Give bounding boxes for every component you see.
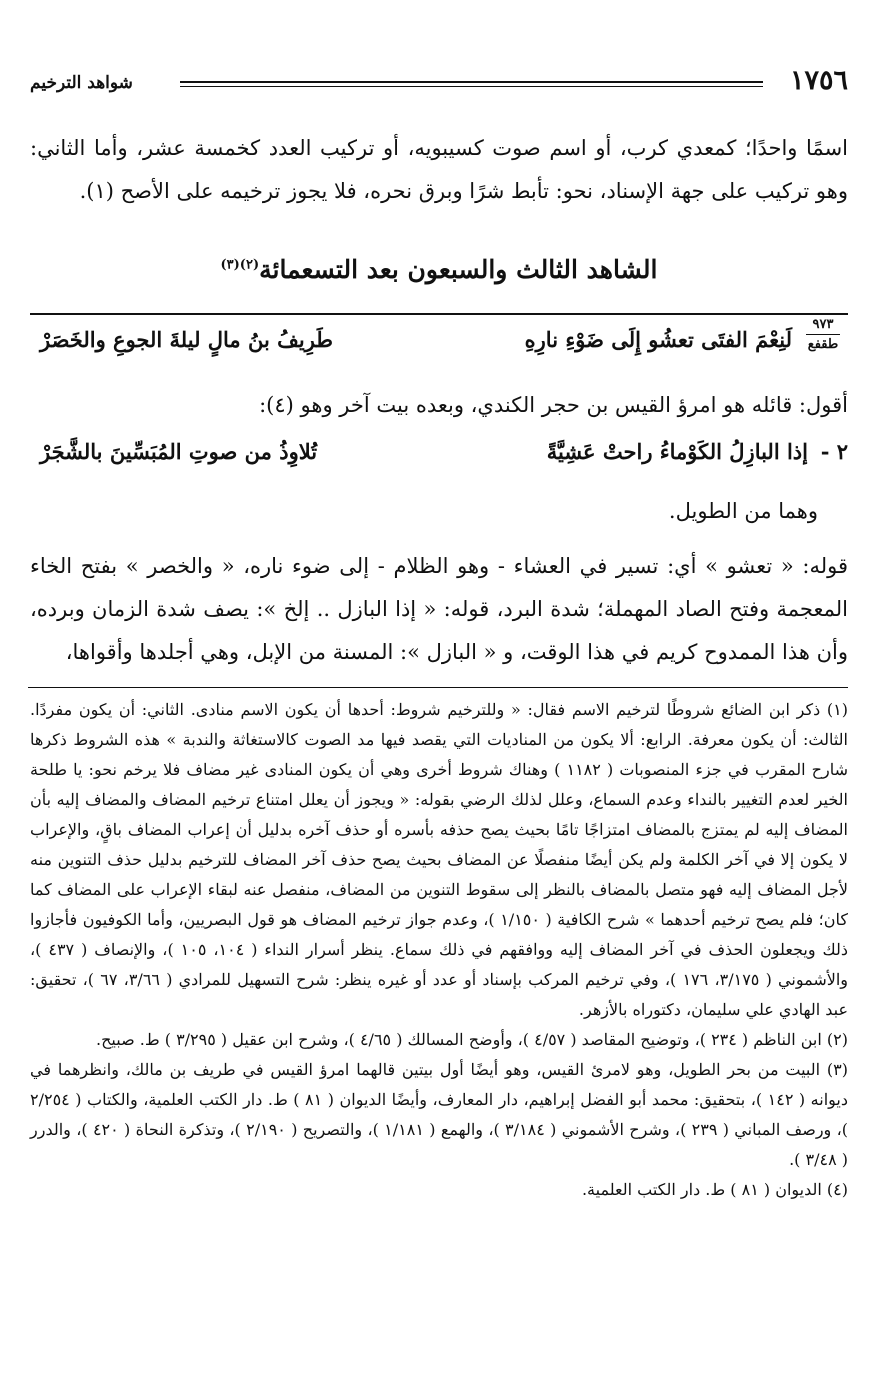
verse-973: [30, 317, 848, 373]
running-title: شواهد الترخيم: [30, 73, 133, 93]
verse-second-hemistich: طَرِيفُ بنُ مالٍ ليلةَ الجوعِ والخَصَرْ: [40, 327, 334, 352]
verse-rule: [30, 313, 848, 315]
footnote-4: (٤) الديوان ( ٨١ ) ط. دار الكتب العلمية.: [581, 1180, 848, 1199]
second-verse-first-hemistich: إذا البازِلُ الكَوْماءُ راحتْ عَشِيَّةً: [546, 439, 808, 464]
footnotes: [30, 695, 848, 1205]
paragraph-intro: اسمًا واحدًا؛ كمعدي كرب، أو اسم صوت كسيبويه، أو تركيب العدد كخمسة عشر، وأما الثاني: وهو تركيب على جهة الإسناد، نحو: تأبط شرًا وبرق نحره، فلا يجوز ترخيمه على الأصح (١).: [30, 136, 848, 203]
book-page: [30, 55, 848, 1355]
second-verse-second-hemistich: تُلاوِذُ من صوتِ المُبَسِّينَ بالشَّجَرْ: [40, 439, 318, 464]
verse-number-divider: [806, 334, 840, 335]
verse-first-hemistich: لَنِعْمَ الفتَى تعشُو إِلَى ضَوْءِ نارِهِ: [524, 327, 792, 352]
heading-text: الشاهد الثالث والسبعون بعد التسعمائة: [259, 255, 658, 284]
meter-note: وهما من الطويل.: [668, 499, 818, 523]
footnote-1: (١) ذكر ابن الضائع شروطًا لترخيم الاسم فقال: « وللترخيم شروط: أحدها أن يكون الاسم منادى. الثاني: أن يكون مفردًا. الثالث: أن يكون معرفة. الرابع: ألا يكون من المناديات التي يقصد فيها مد الصوت كالاستغاثة والندبة » هذه الشروط ذكرها شارح المقرب في جزء المنصوبات ( ١١٨٢ ) وهناك شروط أخرى وهي أن يكون المنادى غير مضاف فلا يرخم نحو: يا طلحة الخير لعدم التغيير بالنداء وعدم السماع، وعلل لذلك الرضي بقوله: « ويجوز أن يعلل امتناع ترخيم المضاف والمضاف إليه بأن المضاف إليه لم يمتزج بالمضاف امتزاجًا تامًا بحيث يصح حذفه بأسره أو حذف آخره بدليل أن إعراب المضاف باقٍ، والإعراب لا يكون إلا في آخر الكلمة ولم يكن أيضًا منفصلًا عن المضاف بحيث يصح حذف آخر المضاف للترخيم بدليل حذف التنوين منه لأجل المضاف إليه فهو متصل بالمضاف بالنظر إلى سقوط التنوين من المضاف، منفصل عنه لبقاء الإعراب على المضاف كما كان؛ فلم يصح ترخيم أحدهما » شرح الكافية ( ١/١٥٠ )، وعدم جواز ترخيم المضاف هو قول البصريين، وأما الكوفيون فأجازوا ذلك ويجعلون الحذف في آخر المضاف إليه ووافقهم في ذلك سماع. ينظر أسرار النداء ( ١٠٤، ١٠٥ )، والإنصاف ( ٤٣٧ )، والأشموني ( ٣/١٧٥، ١٧٦ )، وفي ترخيم المركب بإسناد أو عدد أو غيره ينظر: شرح التسهيل للمرادي ( ٣/٦٦، ٦٧ )، تحقيق: عبد الهادي علي سليمان، دكتوراه بالأزهر.: [30, 700, 849, 1019]
page-number: ١٧٥٦: [789, 65, 848, 96]
section-heading: [30, 255, 848, 284]
footnote-2: (٢) ابن الناظم ( ٢٣٤ )، وتوضيح المقاصد ( ٤/٥٧ )، وأوضح المسالك ( ٤/٦٥ )، وشرح ابن عقيل ( ٣/٢٩٥ ) ط. صبيح.: [96, 1030, 848, 1049]
verse-number-label: طقفع: [807, 337, 839, 352]
paragraph-commentary: قوله: « تعشو » أي: تسير في العشاء - وهو الظلام - إلى ضوء ناره، « والخصر » بفتح الخاء المعجمة وفتح الصاد المهملة؛ شدة البرد، قوله: « إذا البازل .. إلخ »: يصف شدة الزمان وبرده، وأن هذا الممدوح كريم في هذا الوقت، و « البازل »: المسنة من الإبل، وهي أجلدها وأقواها،: [30, 554, 848, 664]
verse-number: ٩٧٣: [812, 317, 834, 332]
page-header: [30, 65, 848, 101]
second-verse-number: ٢ -: [820, 439, 848, 464]
verse-number-box: [798, 317, 848, 352]
header-rule: [180, 81, 763, 87]
footnote-rule: [28, 687, 848, 688]
footnote-3: (٣) البيت من بحر الطويل، وهو لامرئ القيس، وهو أيضًا أول بيتين قالهما امرؤ القيس في طريف بن مالك، وانظرهما في ديوانه ( ١٤٢ )، بتحقيق: محمد أبو الفضل إبراهيم، دار المعارف، وأيضًا الديوان ( ٨١ ) ط. دار الكتب العلمية، والكتاب ( ٢/٢٥٤ )، ورصف المباني ( ٢٣٩ )، وشرح الأشموني ( ٣/١٨٤ )، والهمع ( ١/١٨١ )، والتصريح ( ٢/١٩٠ )، وتذكرة النحاة ( ٤٢٠ )، والدرر ( ٣/٤٨ ).: [30, 1060, 849, 1169]
heading-footnote-ref: (٢)(٣): [220, 257, 260, 273]
second-verse: [30, 435, 848, 479]
attribution-text: أقول: قائله هو امرؤ القيس بن حجر الكندي، وبعده بيت آخر وهو (٤):: [259, 393, 848, 417]
